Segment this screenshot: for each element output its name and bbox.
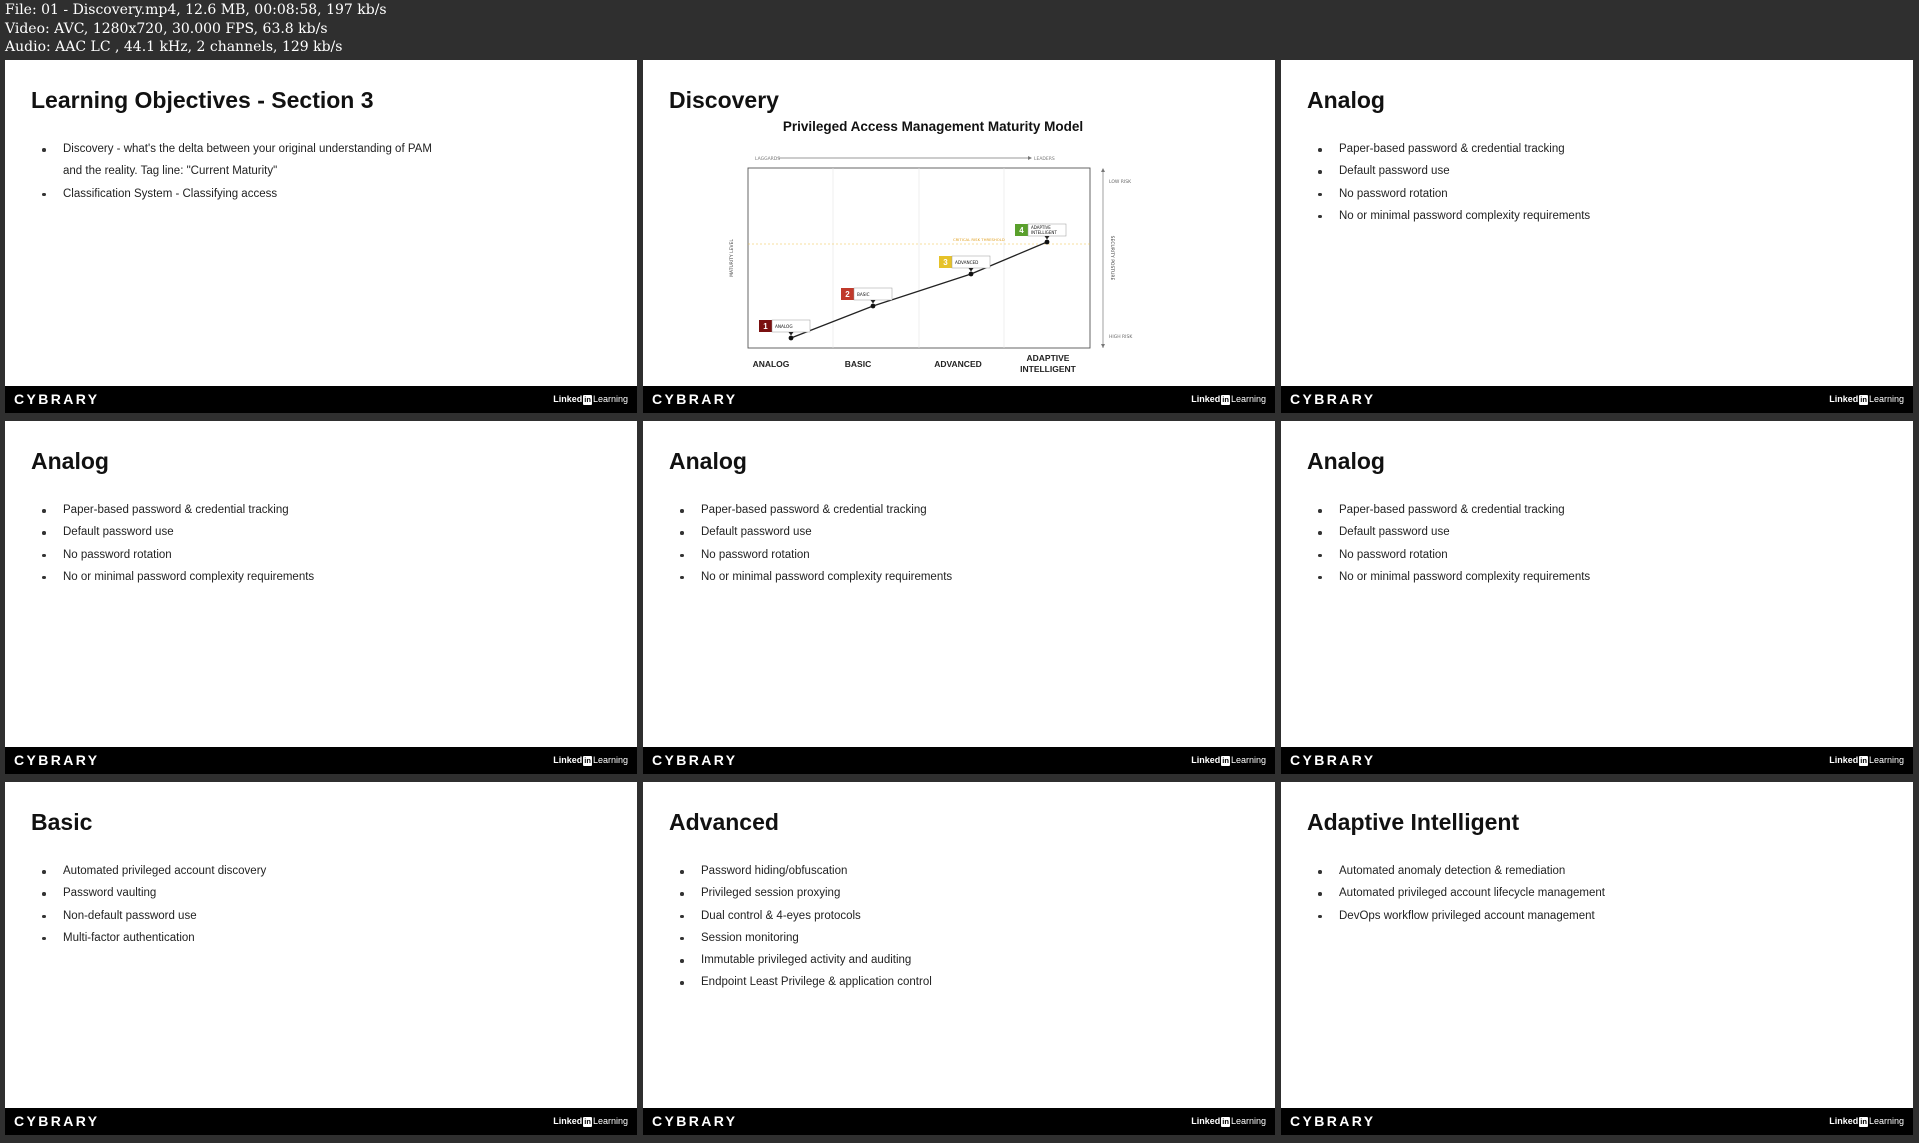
bullet-item [31,566,314,588]
bullet-text: No or minimal password complexity requirements [63,570,315,583]
bullet-item [669,521,952,543]
bullet-item [1307,521,1590,543]
bullet-text: Password vaulting [63,887,157,900]
slide-title: Learning Objectives - Section 3 [31,87,374,113]
slide-thumbnail[interactable] [5,60,637,413]
linkedin-learning-logo [1829,1116,1904,1127]
slide-thumbnail[interactable] [1281,782,1913,1135]
bullet-text: No or minimal password complexity requirements [701,570,953,583]
y-axis-right-label: SECURITY POSTURE [1109,235,1114,281]
bullet-text: No password rotation [63,548,172,561]
slide-footer [1281,747,1913,774]
bullet-item [669,566,952,588]
bullet-item [31,882,266,904]
bullet-list [31,138,432,205]
bullet-dot-icon [42,148,46,152]
learning-text: Learning [1230,755,1266,765]
slide-title: Advanced [669,809,779,835]
slide-title: Adaptive Intelligent [1307,809,1520,835]
linkedin-badge-icon: in [584,395,591,404]
bullet-list [31,860,266,949]
bullet-text: Password hiding/obfuscation [701,865,848,877]
bullet-item [31,499,314,521]
bullet-dot-icon [42,509,46,513]
slide-thumbnail[interactable] [5,421,637,774]
bullet-item [31,521,314,543]
x-tick-label: BASIC [844,359,872,369]
x-tick-label: ADAPTIVE [1026,353,1070,363]
bullet-text: Default password use [1339,165,1450,178]
slide-footer [1281,1108,1913,1135]
bullet-list [669,499,952,588]
bullet-item [1307,499,1590,521]
level-label: ADVANCED [955,260,979,265]
learning-text: Learning [1868,755,1904,765]
slide-thumbnail[interactable] [1281,421,1913,774]
bullet-list [31,499,314,588]
linkedin-learning-logo [1829,394,1904,405]
bullet-item [1307,860,1605,882]
slide-title: Basic [31,809,93,835]
bullet-dot-icon [1318,915,1322,919]
bullet-dot-icon [42,915,46,919]
linkedin-text: Linked [1191,1116,1221,1126]
bullet-item [31,860,266,882]
bullet-item [669,927,932,949]
bullet-text: Session monitoring [701,931,799,944]
learning-text: Learning [1230,394,1266,404]
bullet-text-continued: and the reality. Tag line: "Current Maturity" [63,165,278,178]
top-right-label: LEADERS [1034,157,1055,162]
slide-thumbnail[interactable] [643,60,1275,413]
linkedin-text: Linked [553,1116,583,1126]
bullet-text: No or minimal password complexity requirements [1339,570,1591,583]
slide-footer [643,386,1275,413]
bullet-item [1307,544,1590,566]
linkedin-text: Linked [553,755,583,765]
data-point [1045,240,1050,245]
bullet-list [1307,499,1590,588]
slide-thumbnail[interactable] [1281,60,1913,413]
slide-footer [643,1108,1275,1135]
right-axis-top-arrow-icon [1101,168,1105,172]
low-risk-label: LOW RISK [1109,180,1132,185]
bullet-dot-icon [42,193,46,197]
slide-thumbnail[interactable] [5,782,637,1135]
bullet-item [31,183,432,205]
thumbnail-grid [5,60,1913,1137]
threshold-label: CRITICAL RISK THRESHOLD [953,237,1005,242]
bullet-text: Paper-based password & credential tracking [1339,143,1565,155]
linkedin-learning-logo [1191,394,1266,405]
bullet-text: Dual control & 4-eyes protocols [701,909,861,922]
bullet-item [31,905,266,927]
cybrary-logo: CYBRARY [652,1113,738,1129]
bullet-dot-icon [42,937,46,941]
linkedin-text: Linked [1829,755,1859,765]
learning-text: Learning [592,394,628,404]
bullet-item [669,860,932,882]
bullet-item [669,882,932,904]
data-point [789,336,794,341]
slide-title: Analog [1307,448,1385,474]
bullet-dot-icon [1318,531,1322,535]
bullet-dot-icon [1318,554,1322,558]
video-info-line: Video: AVC, 1280x720, 30.000 FPS, 63.8 kb/s [5,20,328,37]
bullet-text: No or minimal password complexity requirements [1339,209,1591,222]
linkedin-badge-icon: in [1222,756,1229,765]
bullet-text: Paper-based password & credential tracking [701,504,927,516]
learning-text: Learning [592,755,628,765]
pointer-arrow-icon [1045,236,1050,240]
linkedin-badge-icon: in [1860,395,1867,404]
pointer-arrow-icon [969,268,974,272]
level-number: 1 [763,322,768,331]
linkedin-badge-icon: in [1860,1117,1867,1126]
learning-text: Learning [1230,1116,1266,1126]
learning-text: Learning [1868,1116,1904,1126]
level-number: 4 [1019,226,1024,235]
file-info-line: File: 01 - Discovery.mp4, 12.6 MB, 00:08:58, 197 kb/s [5,2,387,18]
bullet-dot-icon [680,937,684,941]
pointer-arrow-icon [871,300,876,304]
audio-info-line: Audio: AAC LC , 44.1 kHz, 2 channels, 129 kb/s [5,39,343,55]
bullet-item [31,544,314,566]
bullet-text: Endpoint Least Privilege & application control [701,976,932,989]
cybrary-logo: CYBRARY [14,752,100,768]
bullet-item [669,544,952,566]
slide-footer [643,747,1275,774]
linkedin-badge-icon: in [1222,1117,1229,1126]
slide-footer [5,747,637,774]
x-tick-label: ANALOG [752,359,790,369]
cybrary-logo: CYBRARY [652,752,738,768]
level-label: INTELLIGENT [1031,230,1057,235]
linkedin-learning-logo [1829,755,1904,766]
bullet-dot-icon [1318,215,1322,219]
bullet-item [669,499,952,521]
slide-footer [1281,386,1913,413]
cybrary-logo: CYBRARY [652,391,738,407]
bullet-text: Default password use [701,526,812,539]
linkedin-badge-icon: in [584,1117,591,1126]
bullet-item [669,905,932,927]
linkedin-learning-logo [553,394,628,405]
bullet-text: DevOps workflow privileged account management [1339,909,1595,922]
chart-title: Privileged Access Management Maturity Model [782,119,1084,134]
bullet-list [1307,860,1605,927]
file-info-header [5,1,705,57]
level-label: ANALOG [775,324,793,329]
bullet-item [31,927,266,949]
bullet-item [1307,566,1590,588]
bullet-dot-icon [680,576,684,580]
slide-title: Discovery [669,87,779,113]
data-point [871,304,876,309]
bullet-list [669,860,932,994]
cybrary-logo: CYBRARY [1290,391,1376,407]
linkedin-badge-icon: in [584,756,591,765]
level-label: ADAPTIVE [1031,225,1051,230]
bullet-text: Discovery - what's the delta between your original understanding of PAM [63,143,432,155]
bullet-dot-icon [1318,892,1322,896]
top-arrow-head-icon [1028,156,1032,160]
bullet-text: Multi-factor authentication [63,931,195,944]
bullet-item [669,949,932,971]
bullet-dot-icon [680,959,684,963]
chart-marks [759,224,1066,340]
slide-thumbnail[interactable] [643,782,1275,1135]
slide-title: Analog [31,448,109,474]
bullet-item [1307,183,1590,205]
bullet-item [669,971,932,993]
top-left-label: LAGGARDS [755,157,781,162]
bullet-text: No password rotation [1339,548,1448,561]
x-tick-label: ADVANCED [934,359,982,369]
cybrary-logo: CYBRARY [14,391,100,407]
bullet-dot-icon [680,870,684,874]
bullet-list [1307,138,1590,227]
linkedin-badge-icon: in [1860,756,1867,765]
bullet-text: No password rotation [701,548,810,561]
bullet-text: Non-default password use [63,909,197,922]
linkedin-learning-logo [1191,1116,1266,1127]
bullet-dot-icon [42,554,46,558]
bullet-text: Paper-based password & credential tracking [63,504,289,516]
bullet-dot-icon [1318,576,1322,580]
bullet-item [1307,205,1590,227]
bullet-item [1307,138,1590,160]
bullet-text: Privileged session proxying [701,887,841,900]
slide-title: Analog [669,448,747,474]
bullet-dot-icon [1318,509,1322,513]
bullet-dot-icon [42,531,46,535]
level-number: 3 [943,258,948,267]
bullet-text: No password rotation [1339,187,1448,200]
bullet-dot-icon [42,870,46,874]
chart-x-labels [753,353,1077,374]
level-label: BASIC [857,292,870,297]
bullet-text: Automated privileged account lifecycle management [1339,887,1605,900]
bullet-item [31,138,432,183]
bullet-text: Classification System - Classifying access [63,187,278,200]
learning-text: Learning [1868,394,1904,404]
linkedin-text: Linked [1829,394,1859,404]
bullet-text: Automated privileged account discovery [63,865,267,877]
pointer-arrow-icon [789,332,794,336]
level-number: 2 [845,290,850,299]
linkedin-text: Linked [1191,755,1221,765]
cybrary-logo: CYBRARY [1290,1113,1376,1129]
bullet-dot-icon [1318,170,1322,174]
bullet-text: Default password use [63,526,174,539]
x-tick-label: INTELLIGENT [1020,364,1076,374]
maturity-model-chart [643,110,1275,390]
slide-thumbnail[interactable] [643,421,1275,774]
linkedin-learning-logo [1191,755,1266,766]
bullet-text: Automated anomaly detection & remediation [1339,865,1566,877]
right-axis-bottom-arrow-icon [1101,344,1105,348]
high-risk-label: HIGH RISK [1109,335,1133,340]
linkedin-learning-logo [553,1116,628,1127]
bullet-dot-icon [680,981,684,985]
data-point [969,272,974,277]
bullet-item [1307,160,1590,182]
bullet-text: Immutable privileged activity and auditing [701,954,912,967]
bullet-text: Default password use [1339,526,1450,539]
bullet-dot-icon [1318,870,1322,874]
bullet-dot-icon [42,892,46,896]
bullet-item [1307,882,1605,904]
learning-text: Learning [592,1116,628,1126]
bullet-dot-icon [680,915,684,919]
linkedin-text: Linked [1829,1116,1859,1126]
slide-title: Analog [1307,87,1385,113]
linkedin-learning-logo [553,755,628,766]
cybrary-logo: CYBRARY [14,1113,100,1129]
bullet-item [1307,905,1605,927]
y-axis-label: MATURITY LEVEL [730,239,735,277]
slide-footer [5,386,637,413]
linkedin-text: Linked [553,394,583,404]
linkedin-badge-icon: in [1222,395,1229,404]
bullet-dot-icon [680,509,684,513]
bullet-text: Paper-based password & credential tracking [1339,504,1565,516]
bullet-dot-icon [1318,148,1322,152]
bullet-dot-icon [1318,193,1322,197]
bullet-dot-icon [42,576,46,580]
bullet-dot-icon [680,892,684,896]
bullet-dot-icon [680,554,684,558]
cybrary-logo: CYBRARY [1290,752,1376,768]
slide-footer [5,1108,637,1135]
maturity-chart-svg [643,110,1275,390]
linkedin-text: Linked [1191,394,1221,404]
bullet-dot-icon [680,531,684,535]
